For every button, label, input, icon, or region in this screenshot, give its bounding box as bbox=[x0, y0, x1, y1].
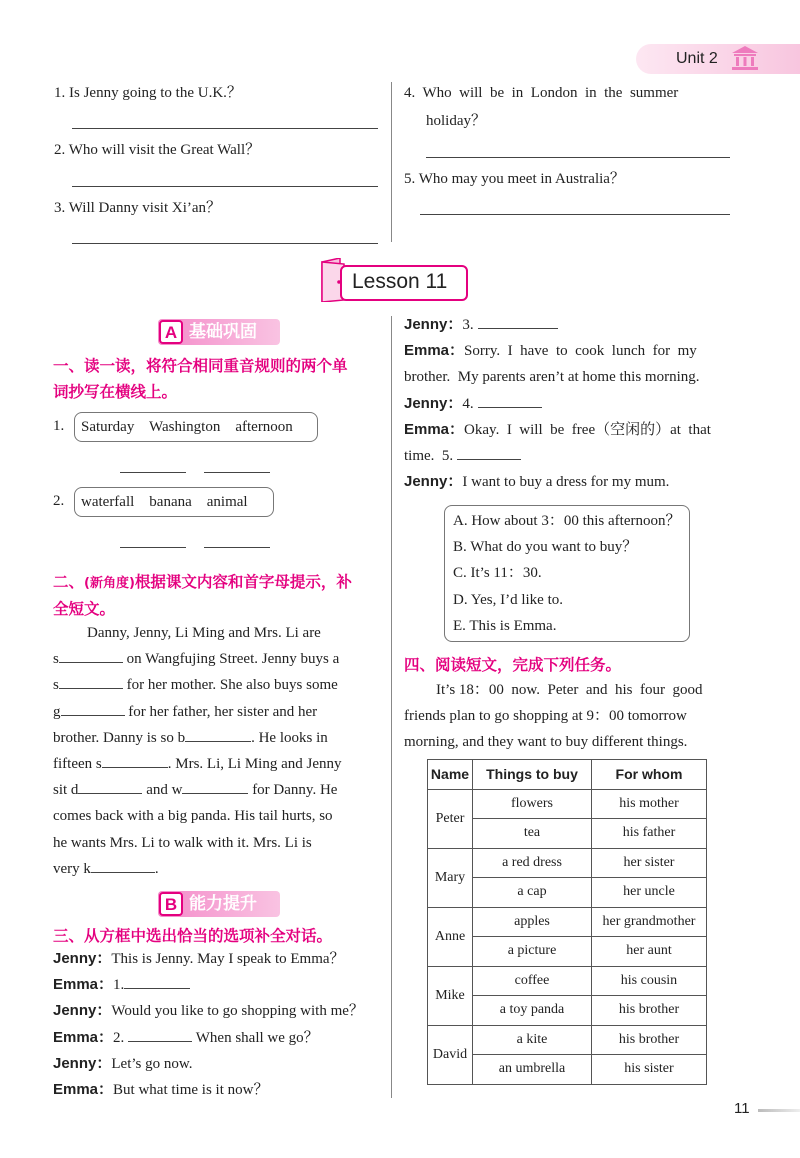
table-row bbox=[428, 1025, 707, 1055]
answer-line-1[interactable] bbox=[72, 128, 378, 129]
speaker: Jenny bbox=[404, 394, 448, 412]
passage-line bbox=[53, 646, 379, 672]
passage-blank[interactable] bbox=[59, 674, 123, 689]
row-name: Mike bbox=[428, 966, 473, 1025]
question-1: 1. Is Jenny going to the U.K.？ bbox=[54, 85, 242, 101]
dialogue-line: Jenny：3. bbox=[404, 312, 730, 338]
row-name: Anne bbox=[428, 907, 473, 966]
dialogue-left bbox=[53, 946, 383, 1103]
part2-title-line1 bbox=[53, 570, 352, 592]
passage-text: . He looks in bbox=[251, 729, 328, 746]
passage-text: s bbox=[53, 677, 59, 694]
passage-blank[interactable] bbox=[59, 648, 123, 663]
passage-text: . Mrs. Li, Li Ming and Jenny bbox=[167, 756, 342, 773]
cell-thing: coffee bbox=[473, 966, 592, 996]
question-2: 2. Who will visit the Great Wall？ bbox=[54, 142, 261, 158]
header-things: Things to buy bbox=[473, 760, 592, 790]
part4-title: 四、阅读短文，完成下列任务。 bbox=[404, 656, 622, 674]
cell-thing: a toy panda bbox=[473, 996, 592, 1026]
dialogue-text: Let’s go now. bbox=[111, 1055, 193, 1072]
answer-line-3[interactable] bbox=[72, 243, 378, 244]
cell-thing: a cap bbox=[473, 878, 592, 908]
dialogue-blank[interactable] bbox=[457, 445, 521, 460]
passage-text: fifteen s bbox=[53, 756, 102, 773]
dialogue-text: 3. bbox=[462, 317, 474, 333]
passage-text: for Danny. He bbox=[248, 782, 338, 799]
passage-text: for her mother. She also buys some bbox=[122, 677, 338, 694]
part2-title-line2: 全短文。 bbox=[53, 600, 116, 618]
table-row bbox=[428, 966, 707, 996]
dialogue-text: 2. bbox=[113, 1029, 125, 1046]
dialogue-blank[interactable] bbox=[478, 393, 542, 408]
table-header-row bbox=[428, 760, 707, 790]
passage-line bbox=[53, 856, 379, 882]
column-divider-main bbox=[391, 316, 392, 1098]
passage-blank[interactable] bbox=[78, 779, 142, 794]
cell-thing: a red dress bbox=[473, 848, 592, 878]
cell-whom: his mother bbox=[592, 789, 707, 819]
dialogue-line: Emma：Okay. I will be free（空闲的）at that bbox=[404, 420, 711, 438]
passage-text: for her father, her sister and her bbox=[124, 703, 318, 720]
passage-text: s bbox=[53, 651, 59, 668]
speaker: Jenny bbox=[53, 1002, 97, 1020]
item1-blank-b[interactable] bbox=[204, 472, 270, 473]
speaker: Jenny bbox=[404, 316, 448, 333]
dialogue-line bbox=[404, 443, 730, 469]
section-a-badge bbox=[158, 319, 280, 345]
dialogue-blank[interactable] bbox=[478, 314, 558, 329]
section-a-label: 基础巩固 bbox=[189, 322, 257, 342]
unit-label: Unit 2 bbox=[676, 50, 718, 67]
part3-title: 三、从方框中选出恰当的选项补全对话。 bbox=[53, 927, 333, 945]
passage-text: comes back with a big panda. His tail hurts, so bbox=[53, 808, 333, 825]
dialogue-line: Emma：2. When shall we go？ bbox=[53, 1028, 319, 1046]
cell-whom: her aunt bbox=[592, 937, 707, 967]
speaker: Emma bbox=[404, 420, 450, 438]
dialogue-line: Emma：1. bbox=[53, 972, 383, 998]
unit-header-tab bbox=[636, 44, 800, 74]
section-b-label: 能力提升 bbox=[189, 894, 257, 914]
dialogue-line: Emma：But what time is it now？ bbox=[53, 1081, 269, 1099]
part1-title-line2: 词抄写在横线上。 bbox=[53, 383, 178, 401]
item2-number: 2. bbox=[53, 493, 65, 509]
passage-text: brother. Danny is so b bbox=[53, 729, 186, 746]
table-row bbox=[428, 789, 707, 819]
question-4-line1: 4. Who will be in London in the summer bbox=[404, 85, 679, 101]
dialogue-text: 4. bbox=[462, 395, 474, 412]
item2-blank-b[interactable] bbox=[204, 547, 270, 548]
part4-line: It’s 18：00 now. Peter and his four good bbox=[436, 682, 703, 698]
section-b-letter: B bbox=[159, 892, 183, 916]
cell-whom: her grandmother bbox=[592, 907, 707, 937]
passage-text: sit d bbox=[53, 782, 79, 799]
part4-line: morning, and they want to buy different things. bbox=[404, 734, 688, 751]
question-5: 5. Who may you meet in Australia？ bbox=[404, 171, 625, 187]
cell-thing: a kite bbox=[473, 1025, 592, 1055]
column-divider-top bbox=[391, 82, 392, 242]
item2-wordbox: waterfall banana animal bbox=[74, 487, 274, 517]
section-b-badge bbox=[158, 891, 280, 917]
dialogue-text: Would you like to go shopping with me？ bbox=[111, 1003, 364, 1020]
part2-rest: 根据课文内容和首字母提示，补 bbox=[134, 573, 352, 591]
passage-text: he wants Mrs. Li to walk with it. Mrs. Li is bbox=[53, 834, 312, 851]
cell-whom: her uncle bbox=[592, 878, 707, 908]
answer-line-2[interactable] bbox=[72, 186, 378, 187]
passage-text: g bbox=[53, 703, 61, 720]
page-number-decoration bbox=[758, 1109, 800, 1112]
dialogue-line: Jenny：Let’s go now. bbox=[53, 1054, 193, 1072]
passage-text: and w bbox=[142, 782, 183, 799]
dialogue-text: Okay. I will be free（空闲的）at that bbox=[464, 421, 711, 438]
passage-blank[interactable] bbox=[61, 701, 125, 716]
cell-whom: his sister bbox=[592, 1055, 707, 1085]
option-c: C. It’s 11：30. bbox=[453, 565, 542, 582]
dialogue-right bbox=[404, 312, 730, 495]
speaker: Jenny bbox=[404, 473, 448, 491]
passage-blank[interactable] bbox=[182, 779, 248, 794]
question-4-line2: holiday？ bbox=[426, 113, 486, 129]
options-box bbox=[444, 505, 690, 642]
passage-line bbox=[53, 725, 379, 751]
dialogue-line: Jenny：4. bbox=[404, 391, 730, 417]
item2-blank-a[interactable] bbox=[120, 547, 186, 548]
cell-thing: a picture bbox=[473, 937, 592, 967]
dialogue-blank[interactable] bbox=[124, 974, 190, 989]
dialogue-text: 1. bbox=[113, 977, 125, 994]
dialogue-text: This is Jenny. May I speak to Emma？ bbox=[111, 951, 345, 967]
passage-text: very k bbox=[53, 860, 91, 877]
cell-whom: her sister bbox=[592, 848, 707, 878]
building-icon bbox=[730, 45, 760, 71]
part2-prefix: 二、 bbox=[53, 573, 85, 591]
passage-line bbox=[53, 830, 379, 856]
cell-thing: apples bbox=[473, 907, 592, 937]
dialogue-text: time. 5. bbox=[404, 448, 454, 465]
passage-blank[interactable] bbox=[185, 727, 251, 742]
cell-thing: an umbrella bbox=[473, 1055, 592, 1085]
passage-line bbox=[53, 777, 379, 803]
dialogue-blank[interactable] bbox=[128, 1027, 192, 1042]
speaker: Emma bbox=[53, 976, 99, 994]
option-d: D. Yes, I’d like to. bbox=[453, 591, 564, 608]
dialogue-text: But what time is it now？ bbox=[113, 1082, 269, 1099]
table-row bbox=[428, 907, 707, 937]
passage-text: Danny, Jenny, Li Ming and Mrs. Li are bbox=[87, 625, 321, 641]
option-e: E. This is Emma. bbox=[453, 617, 557, 634]
shopping-table bbox=[427, 759, 707, 1085]
part4-line: friends plan to go shopping at 9：00 tomorrow bbox=[404, 708, 687, 725]
speaker: Emma bbox=[404, 342, 450, 360]
dialogue-text: When shall we go？ bbox=[192, 1029, 319, 1046]
passage-text: on Wangfujing Street. Jenny buys a bbox=[122, 651, 340, 668]
page-number: 11 bbox=[734, 1100, 750, 1117]
dialogue-line: Emma：Sorry. I have to cook lunch for my bbox=[404, 342, 697, 360]
option-a: A. How about 3：00 this afternoon？ bbox=[453, 513, 681, 529]
item1-blank-a[interactable] bbox=[120, 472, 186, 473]
dialogue-line: Jenny：I want to buy a dress for my mum. bbox=[404, 473, 670, 491]
speaker: Jenny bbox=[53, 950, 97, 967]
answer-line-4[interactable] bbox=[426, 157, 730, 158]
cell-whom: his cousin bbox=[592, 966, 707, 996]
row-name: Peter bbox=[428, 789, 473, 848]
part2-tag: (新角度) bbox=[84, 576, 135, 591]
header-name: Name bbox=[428, 760, 473, 790]
passage bbox=[53, 620, 379, 882]
answer-line-5[interactable] bbox=[420, 214, 730, 215]
passage-blank[interactable] bbox=[102, 753, 168, 768]
item1-wordbox: Saturday Washington afternoon bbox=[74, 412, 318, 442]
part1-title-line1: 一、读一读，将符合相同重音规则的两个单 bbox=[53, 357, 348, 375]
row-name: Mary bbox=[428, 848, 473, 907]
lesson-title: Lesson 11 bbox=[352, 270, 448, 293]
passage-line bbox=[53, 672, 379, 698]
table-row bbox=[428, 848, 707, 878]
passage-line bbox=[53, 751, 379, 777]
passage-line bbox=[53, 699, 379, 725]
cell-thing: tea bbox=[473, 819, 592, 849]
part4-text bbox=[404, 677, 730, 756]
option-b: B. What do you want to buy？ bbox=[453, 539, 638, 556]
dialogue-line: brother. My parents aren’t at home this morning. bbox=[404, 369, 700, 386]
cell-thing: flowers bbox=[473, 789, 592, 819]
passage-text: . bbox=[154, 860, 159, 877]
header-whom: For whom bbox=[592, 760, 707, 790]
cell-whom: his brother bbox=[592, 996, 707, 1026]
cell-whom: his brother bbox=[592, 1025, 707, 1055]
question-3: 3. Will Danny visit Xi’an？ bbox=[54, 200, 222, 216]
passage-blank[interactable] bbox=[91, 858, 155, 873]
item1-number: 1. bbox=[53, 418, 65, 434]
passage-line bbox=[53, 620, 379, 646]
speaker: Jenny bbox=[53, 1054, 97, 1072]
dialogue-text: I want to buy a dress for my mum. bbox=[462, 474, 670, 491]
speaker: Emma bbox=[53, 1081, 99, 1099]
passage-line bbox=[53, 803, 379, 829]
speaker: Emma bbox=[53, 1028, 99, 1046]
dialogue-line: Jenny：Would you like to go shopping with me？ bbox=[53, 1002, 364, 1020]
row-name: David bbox=[428, 1025, 473, 1084]
section-a-letter: A bbox=[159, 320, 183, 344]
cell-whom: his father bbox=[592, 819, 707, 849]
dialogue-line: Jenny：This is Jenny. May I speak to Emma？ bbox=[53, 950, 345, 967]
dialogue-text: Sorry. I have to cook lunch for my bbox=[464, 343, 697, 360]
